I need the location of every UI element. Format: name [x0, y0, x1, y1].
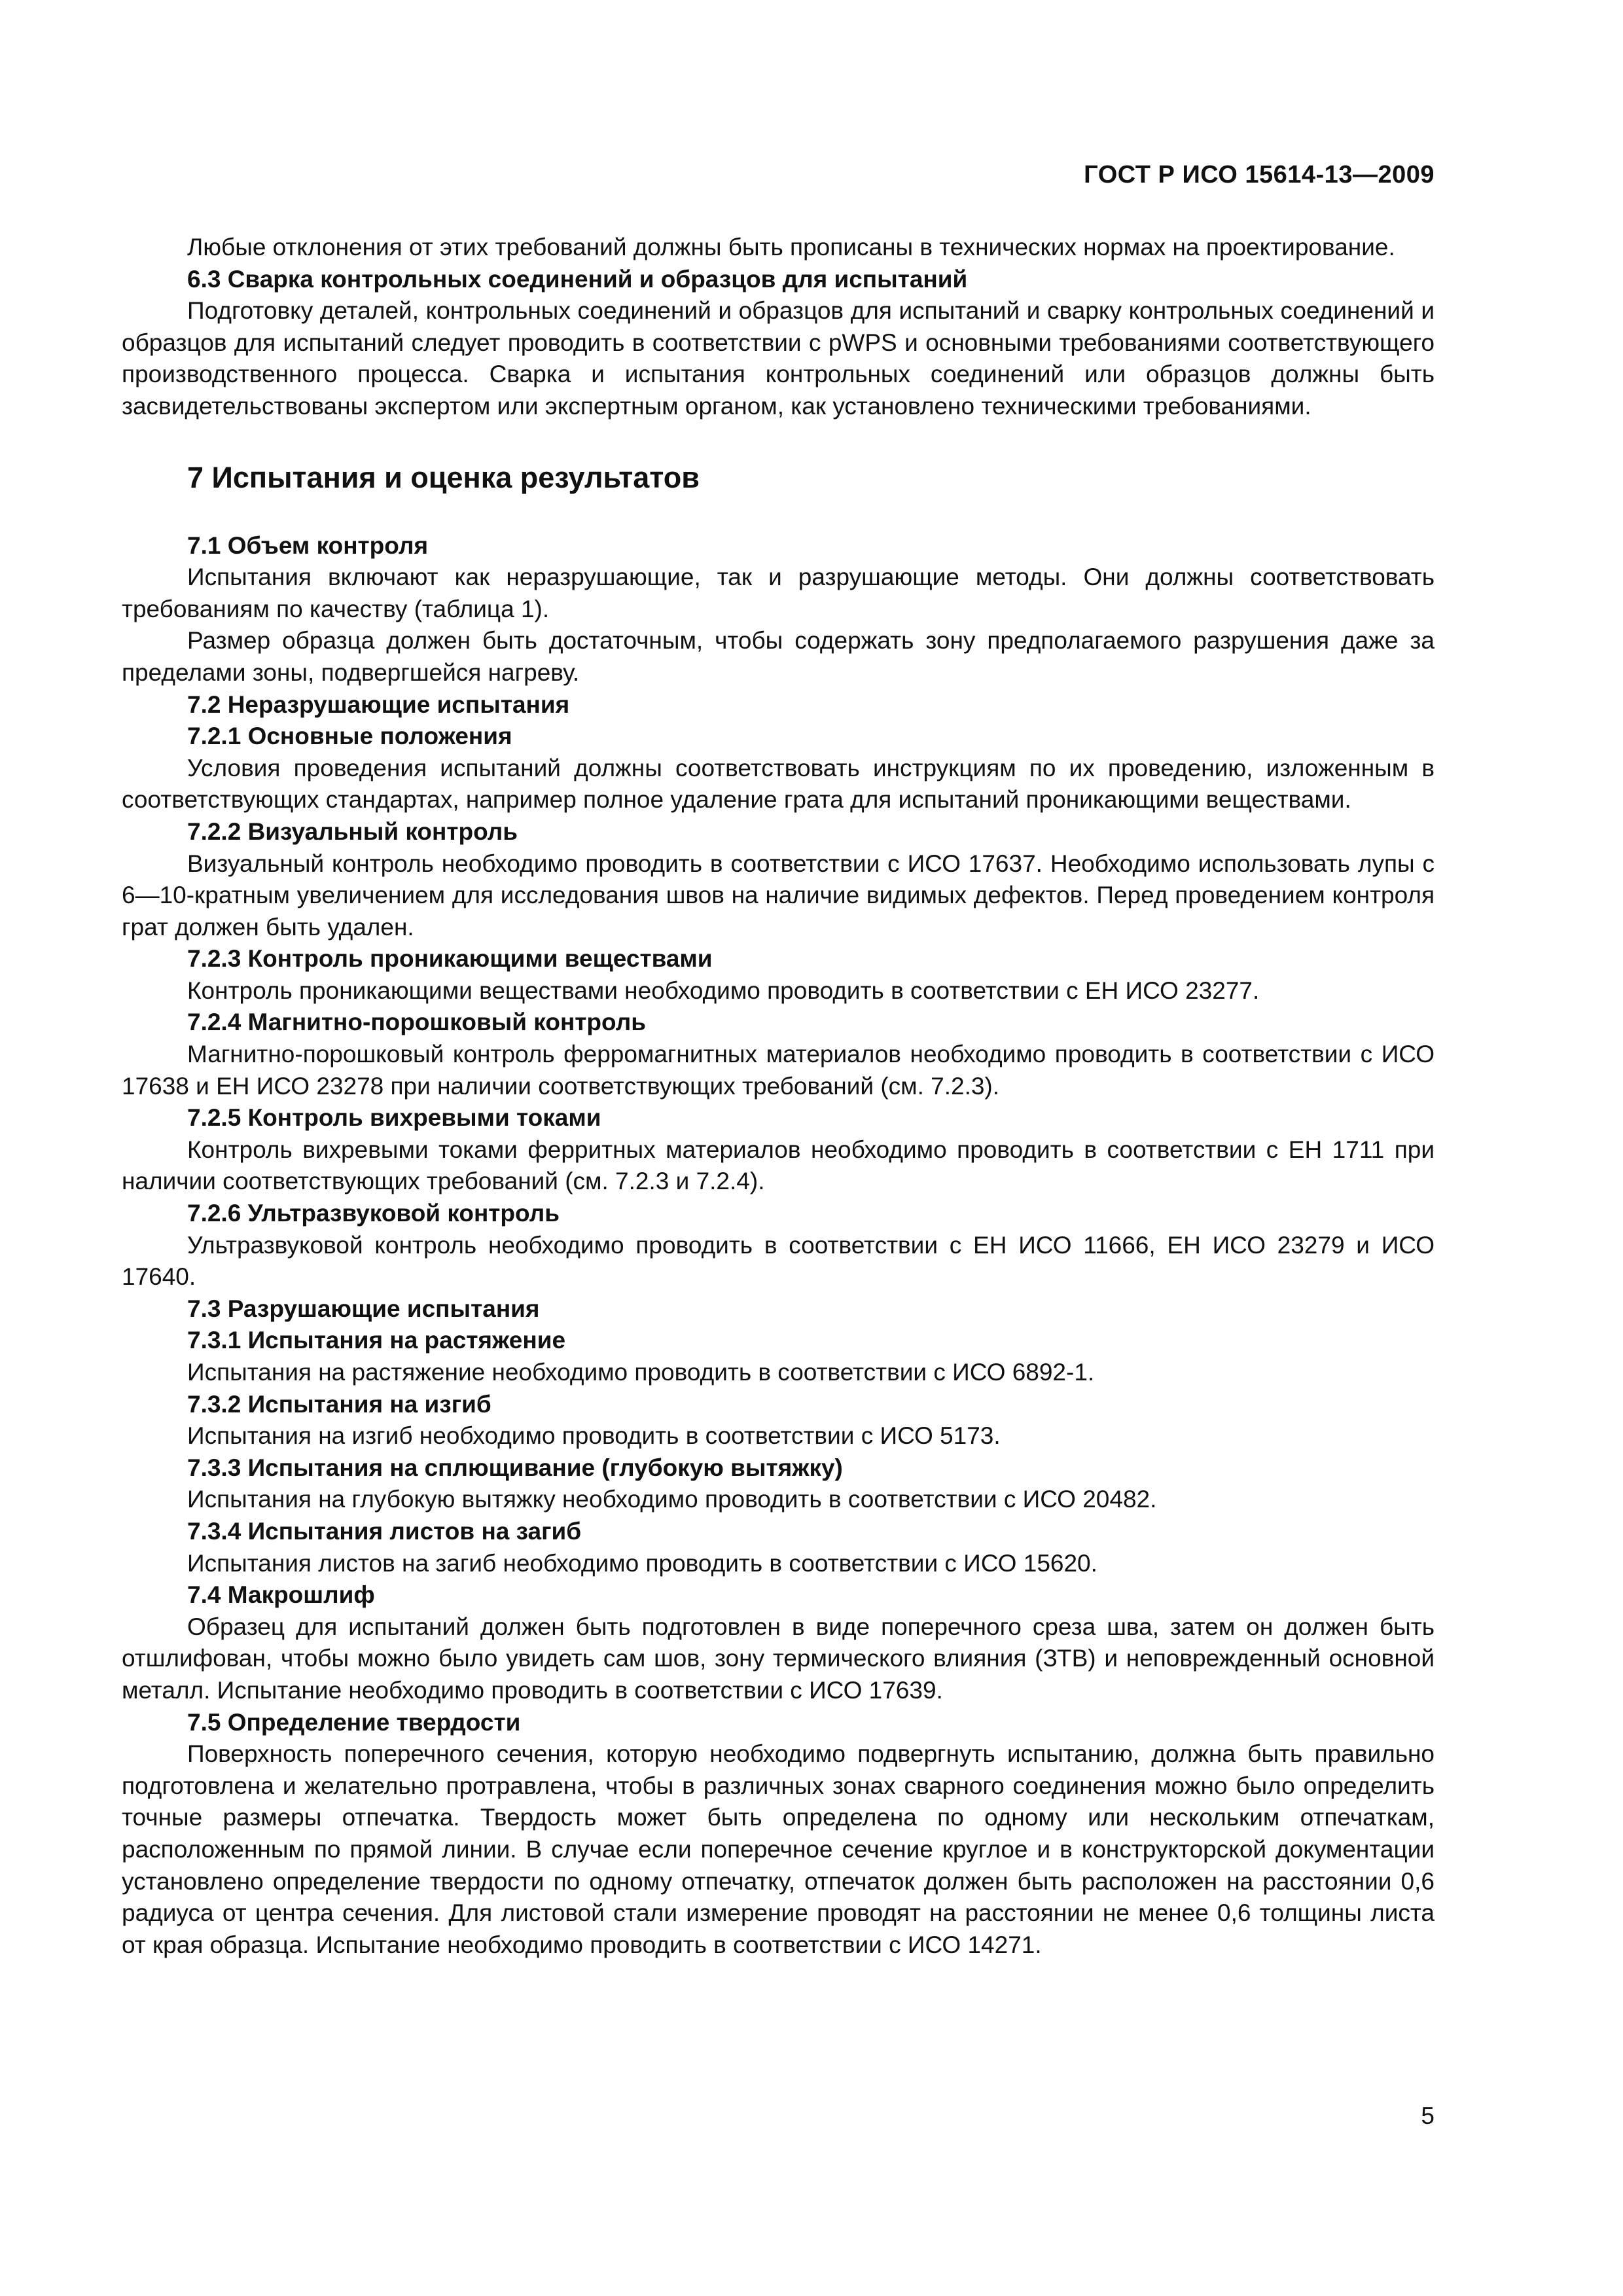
subsection-heading: 7.2.5 Контроль вихревыми токами	[187, 1104, 601, 1132]
paragraph: Испытания на изгиб необходимо проводить в соответствии с ИСО 5173.	[187, 1422, 1001, 1450]
paragraph: Условия проведения испытаний должны соответствовать инструкциям по их проведению, изложенным в соответствующих стандартах, например полное удаление грата для испытаний проникающими веществами.	[122, 754, 1435, 814]
paragraph: Визуальный контроль необходимо проводить в соответствии с ИСО 17637. Необходимо использовать лупы с 6—10-кратным увеличением для исследования швов на наличие видимых дефектов. Перед проведением контроля грат должен быть удален.	[122, 850, 1435, 941]
section-heading: 7 Испытания и оценка результатов	[187, 460, 700, 494]
subsection-heading: 7.2.6 Ультразвуковой контроль	[187, 1200, 560, 1227]
subsection-heading: 7.2.3 Контроль проникающими веществами	[187, 945, 713, 973]
subsection-heading: 7.3.3 Испытания на сплющивание (глубокую вытяжку)	[187, 1454, 843, 1481]
subsection-heading: 7.2.2 Визуальный контроль	[187, 817, 518, 845]
subsection-heading: 7.4 Макрошлиф	[187, 1581, 375, 1609]
subsection-heading: 7.3.1 Испытания на растяжение	[187, 1327, 566, 1354]
subsection-heading: 7.3 Разрушающие испытания	[187, 1295, 540, 1322]
page-number: 5	[1421, 2102, 1435, 2129]
subsection-heading: 7.2.4 Магнитно-порошковый контроль	[187, 1009, 646, 1036]
paragraph: Размер образца должен быть достаточным, чтобы содержать зону предполагаемого разрушения даже за пределами зоны, подвергшейся нагреву.	[122, 627, 1435, 686]
paragraph: Испытания на растяжение необходимо проводить в соответствии с ИСО 6892-1.	[187, 1359, 1095, 1386]
paragraph: Образец для испытаний должен быть подготовлен в виде поперечного среза шва, затем он должен быть отшлифован, чтобы можно было увидеть сам шов, зону термического влияния (ЗТВ) и неповрежденный основной металл. Испытание необходимо проводить в соответствии с ИСО 17639.	[122, 1613, 1435, 1704]
subsection-heading: 7.3.2 Испытания на изгиб	[187, 1390, 491, 1418]
paragraph: Поверхность поперечного сечения, которую необходимо подвергнуть испытанию, должна быть правильно подготовлена и желательно протравлена, чтобы в различных зонах сварного соединения можно было определить точные размеры отпечатка. Твердость может быть определена по одному или нескольким отпечаткам, расположенным по прямой линии. В случае если поперечное сечение круглое и в конструкторской документации установлено определение твердости по одному отпечатку, отпечаток должен быть расположен на расстоянии 0,6 радиуса от центра сечения. Для листовой стали измерение проводят на расстоянии не менее 0,6 толщины листа от края образца. Испытание необходимо проводить в соответствии с ИСО 14271.	[122, 1740, 1435, 1958]
subsection-heading: 7.5 Определение твердости	[187, 1708, 521, 1736]
paragraph: Испытания на глубокую вытяжку необходимо проводить в соответствии с ИСО 20482.	[187, 1486, 1157, 1513]
subsection-heading: 6.3 Сварка контрольных соединений и образцов для испытаний	[187, 265, 968, 293]
document-code-header: ГОСТ Р ИСО 15614-13—2009	[1084, 161, 1435, 188]
paragraph: Любые отклонения от этих требований должны быть прописаны в технических нормах на проектирование.	[187, 234, 1395, 260]
paragraph: Ультразвуковой контроль необходимо проводить в соответствии с ЕН ИСО 11666, ЕН ИСО 23279 и ИСО 17640.	[122, 1231, 1435, 1291]
paragraph: Испытания листов на загиб необходимо проводить в соответствии с ИСО 15620.	[187, 1549, 1097, 1577]
subsection-heading: 7.3.4 Испытания листов на загиб	[187, 1517, 582, 1545]
subsection-heading: 7.2 Неразрушающие испытания	[187, 691, 570, 718]
subsection-heading: 7.2.1 Основные положения	[187, 723, 512, 750]
paragraph: Контроль вихревыми токами ферритных материалов необходимо проводить в соответствии с ЕН 1711 при наличии соответствующих требований (см. 7.2.3 и 7.2.4).	[122, 1136, 1435, 1195]
paragraph: Подготовку деталей, контрольных соединений и образцов для испытаний и сварку контрольных соединений и образцов для испытаний следует проводить в соответствии с pWPS и основными требованиями соответствующего производственного процесса. Сварка и испытания контрольных соединений или образцов должны быть засвидетельствованы экспертом или экспертным органом, как установлено техническими требованиями.	[122, 297, 1435, 420]
paragraph: Магнитно-порошковый контроль ферромагнитных материалов необходимо проводить в соответствии с ИСО 17638 и ЕН ИСО 23278 при наличии соответствующих требований (см. 7.2.3).	[122, 1041, 1435, 1100]
paragraph: Контроль проникающими веществами необходимо проводить в соответствии с ЕН ИСО 23277.	[187, 977, 1260, 1004]
paragraph: Испытания включают как неразрушающие, так и разрушающие методы. Они должны соответствовать требованиям по качеству (таблица 1).	[122, 564, 1435, 622]
subsection-heading: 7.1 Объем контроля	[187, 531, 429, 559]
document-body	[122, 232, 1435, 1961]
